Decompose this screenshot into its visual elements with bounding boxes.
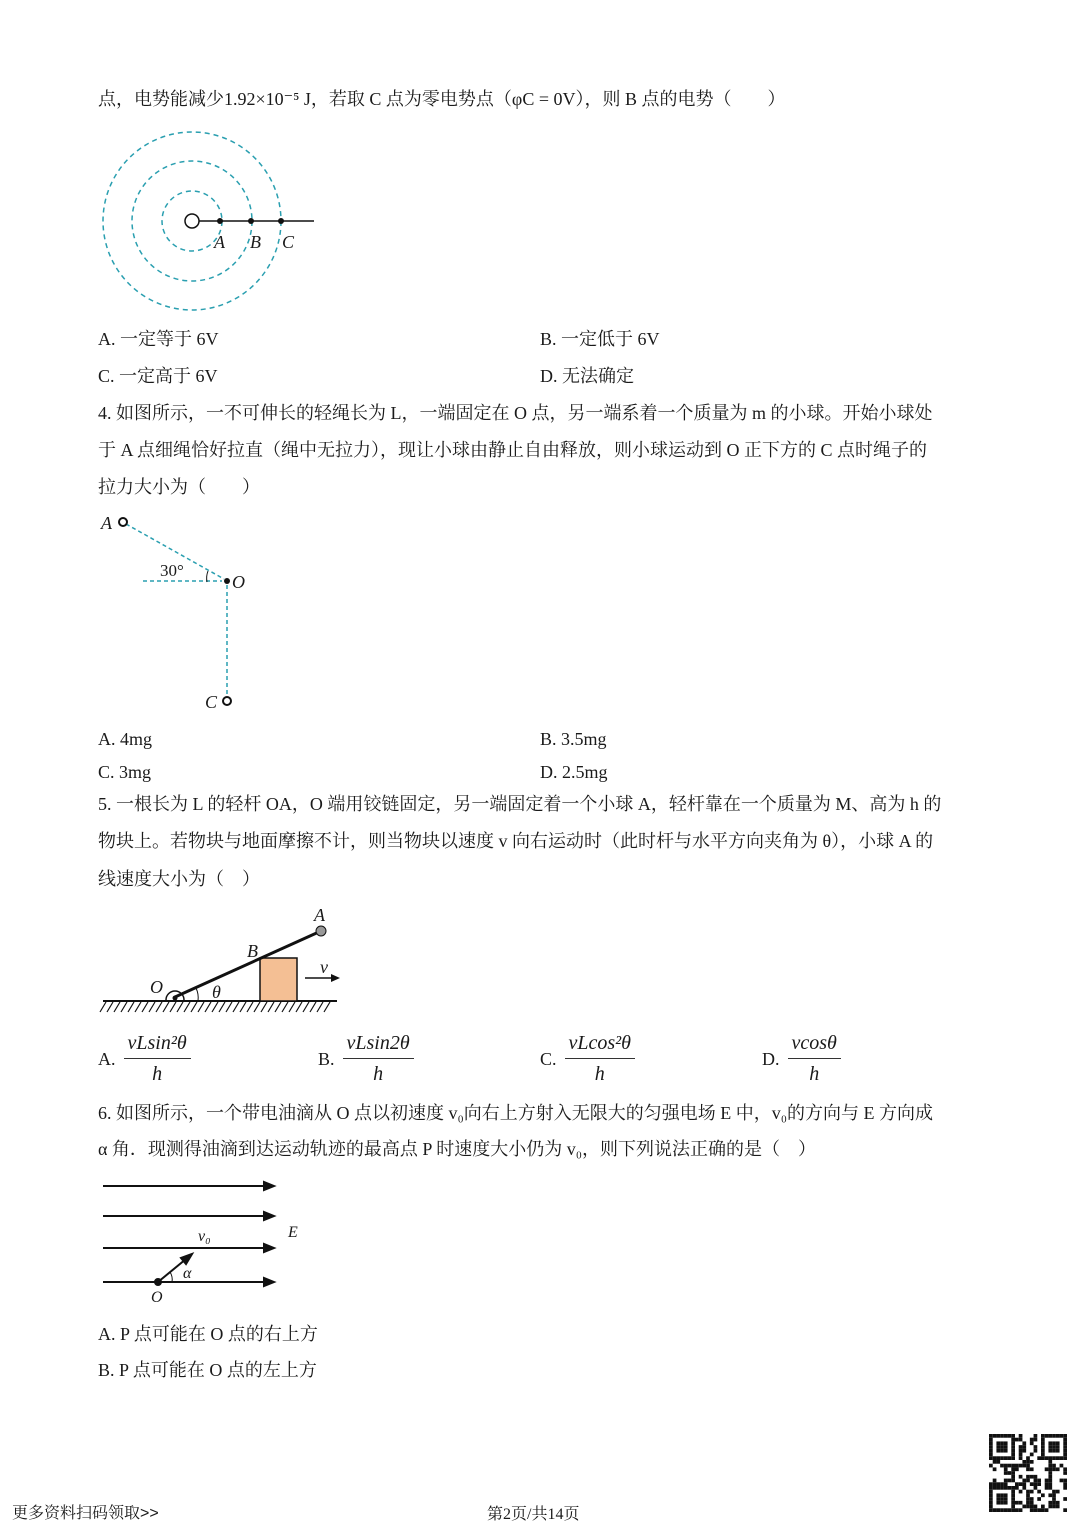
q4-line-1: 4. 如图所示，一不可伸长的轻绳长为 L，一端固定在 O 点，另一端系着一个质量为 m 的小球。开始小球处 <box>98 403 933 423</box>
q5-label-O: O <box>150 977 163 997</box>
denominator: h <box>809 1063 820 1085</box>
qr-code-icon[interactable] <box>988 1434 1068 1512</box>
q4-option-a: A. 4mg <box>98 729 152 749</box>
q5-option-a <box>98 1032 191 1086</box>
page-number: 第2页/共14页 <box>487 1506 580 1523</box>
q3-option-b: B. 一定低于 6V <box>540 329 660 349</box>
option-label: D. <box>762 1048 780 1069</box>
q4-label-C: C <box>205 692 218 712</box>
q5-label-theta: θ <box>212 982 221 1002</box>
q6-option-a: A. P 点可能在 O 点的右上方 <box>98 1324 318 1344</box>
q5-label-A: A <box>314 905 325 925</box>
charge-circle <box>185 214 199 228</box>
numerator: vLsin²θ <box>124 1032 191 1059</box>
label-C: C <box>282 232 295 252</box>
q4-option-b: B. 3.5mg <box>540 729 607 749</box>
q3-stem-end: 点，电势能减少1.92×10⁻⁵ J，若取 C 点为零电势点（φC = 0V），则 B 点的电势（ ） <box>98 89 786 109</box>
q5-label-v: v <box>320 957 328 977</box>
q4-label-O: O <box>232 572 245 592</box>
q6-label-E: E <box>288 1224 298 1241</box>
option-label: A. <box>98 1048 116 1069</box>
option-label: C. <box>540 1048 557 1069</box>
q5-label-B: B <box>247 941 258 961</box>
q4-option-d: D. 2.5mg <box>540 762 608 782</box>
q5-line-3: 线速度大小为（ ） <box>98 869 260 889</box>
q6-label-O: O <box>151 1289 163 1306</box>
q5-line-1: 5. 一根长为 L 的轻杆 OA，O 端用铰链固定，另一端固定着一个小球 A，轻杆靠在一个质量为 M、高为 h 的 <box>98 794 942 814</box>
label-B: B <box>250 232 261 252</box>
q6-label-v0: v₀ <box>198 1228 211 1245</box>
denominator: h <box>152 1063 163 1085</box>
numerator: vcosθ <box>788 1032 841 1059</box>
q5-option-c <box>540 1032 635 1086</box>
q6-line-1: 6. 如图所示，一个带电油滴从 O 点以初速度 v₀向右上方射入无限大的匀强电场 E 中，v₀的方向与 E 方向成 <box>98 1103 934 1123</box>
q3-option-d: D. 无法确定 <box>540 366 634 386</box>
denominator: h <box>373 1063 384 1085</box>
q3-option-a: A. 一定等于 6V <box>98 329 219 349</box>
promo-text[interactable]: 更多资料扫码领取>> <box>12 1505 159 1522</box>
denominator: h <box>594 1063 605 1085</box>
q4-figure <box>119 518 231 705</box>
label-A: A <box>214 232 225 252</box>
q4-label-A: A <box>101 513 112 533</box>
q6-label-alpha: α <box>183 1265 192 1282</box>
q4-line-3: 拉力大小为（ ） <box>98 477 260 497</box>
numerator: vLsin2θ <box>343 1032 414 1059</box>
q4-line-2: 于 A 点细绳恰好拉直（绳中无拉力），现让小球由静止自由释放，则小球运动到 O 正下方的 C 点时绳子的 <box>98 440 928 460</box>
q4-angle-label: 30° <box>160 561 184 580</box>
q3-option-c: C. 一定高于 6V <box>98 366 218 386</box>
q6-option-b: B. P 点可能在 O 点的左上方 <box>98 1360 317 1380</box>
option-label: B. <box>318 1048 335 1069</box>
q6-line-2: α 角．现测得油滴到达运动轨迹的最高点 P 时速度大小仍为 v₀，则下列说法正确的是（ ） <box>98 1139 817 1159</box>
numerator: vLcos²θ <box>565 1032 635 1059</box>
q5-option-b <box>318 1032 414 1086</box>
q5-option-d <box>762 1032 841 1086</box>
q4-option-c: C. 3mg <box>98 762 152 782</box>
q5-line-2: 物块上。若物块与地面摩擦不计，则当物块以速度 v 向右运动时（此时杆与水平方向夹角为 θ），小球 A 的 <box>98 831 934 851</box>
